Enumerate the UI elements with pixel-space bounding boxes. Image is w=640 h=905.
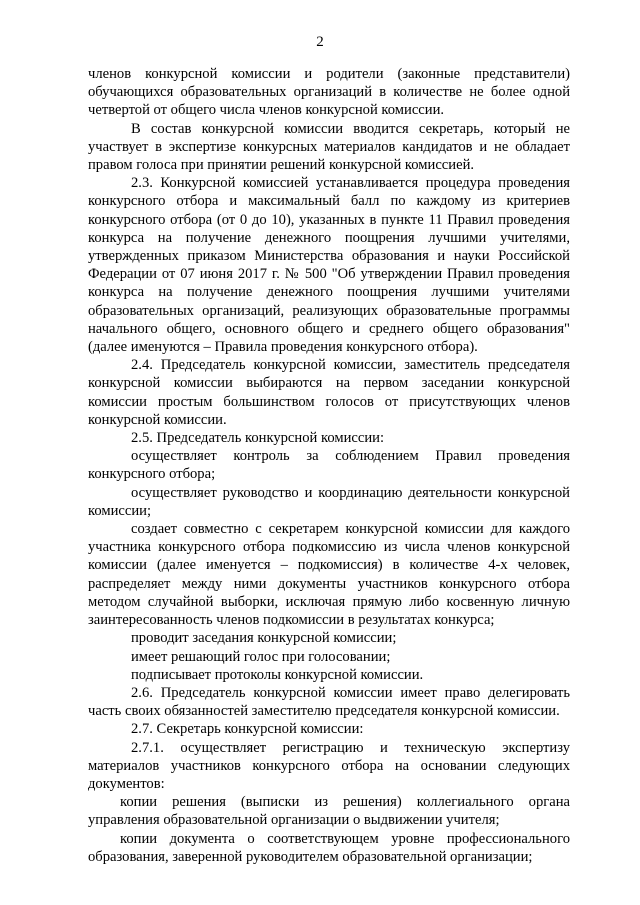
paragraph-2-5-leadership: осуществляет руководство и координацию деятельности конкурсной комиссии;	[88, 484, 570, 519]
paragraph-2-4: 2.4. Председатель конкурсной комиссии, заместитель председателя конкурсной комиссии выбираются на первом заседании конкурсной комиссии простым большинством голосов от присутствующих членов конкурсной комиссии.	[88, 357, 570, 428]
paragraph-2-7: 2.7. Секретарь конкурсной комиссии:	[131, 721, 364, 738]
paragraph-2-5-subcommission: создает совместно с секретарем конкурсной комиссии для каждого участника конкурсного отбора подкомиссию из числа членов конкурсной комиссии (далее именуется – подкомиссия) в количестве 4-х человек, распределяет между ними документы участников конкурсного отбора методом случайной выборки, исключая прямую либо косвенную личную заинтересованность членов подкомиссии в результатах конкурса;	[88, 521, 570, 629]
paragraph-1: членов конкурсной комиссии и родители (законные представители) обучающихся образовательных организаций в количестве не более одной четвертой от общего числа членов конкурсной комиссии.	[88, 66, 570, 119]
paragraph-2-5-protocols: подписывает протоколы конкурсной комиссии.	[131, 666, 424, 683]
paragraph-2-5-vote: имеет решающий голос при голосовании;	[131, 648, 391, 665]
paragraph-2-5-meetings: проводит заседания конкурсной комиссии;	[131, 630, 397, 647]
paragraph-2-3: 2.3. Конкурсной комиссией устанавливается процедура проведения конкурсного отбора и максимальный балл по каждому из критериев конкурсного отбора (от 0 до 10), указанных в пункте 11 Правил проведения конкурса на получение денежного поощрения лучшими учителями, утвержденных приказом Министерства образования и науки Российской Федерации от 07 июня 2017 г. № 500 "Об утверждении Правил проведения конкурса на получение денежного поощрения лучшими учителями образовательных организаций, реализующих образовательные программы начального общего, основного общего и среднего общего образования" (далее именуются – Правила проведения конкурсного отбора).	[88, 175, 570, 356]
paragraph-2-5: 2.5. Председатель конкурсной комиссии:	[131, 430, 385, 447]
paragraph-decision-copy: копии решения (выписки из решения) коллегиального органа управления образовательной организации о выдвижении учителя;	[88, 794, 570, 829]
paragraph-2: В состав конкурсной комиссии вводится секретарь, который не участвует в экспертизе конкурсных материалов кандидатов и не обладает правом голоса при принятии решений конкурсной комиссией.	[88, 120, 570, 174]
paragraph-education-copy: копии документа о соответствующем уровне профессионального образования, заверенной руководителем образовательной организации;	[88, 830, 570, 865]
paragraph-2-6: 2.6. Председатель конкурсной комиссии имеет право делегировать часть своих обязанностей заместителю председателя конкурсной комиссии.	[88, 684, 570, 720]
document-body	[88, 65, 570, 866]
paragraph-2-5-control: осуществляет контроль за соблюдением Правил проведения конкурсного отбора;	[88, 448, 570, 483]
paragraph-2-7-1: 2.7.1. осуществляет регистрацию и техническую экспертизу материалов участников конкурсного отбора на основании следующих документов:	[88, 739, 570, 792]
page-number: 2	[316, 34, 324, 50]
